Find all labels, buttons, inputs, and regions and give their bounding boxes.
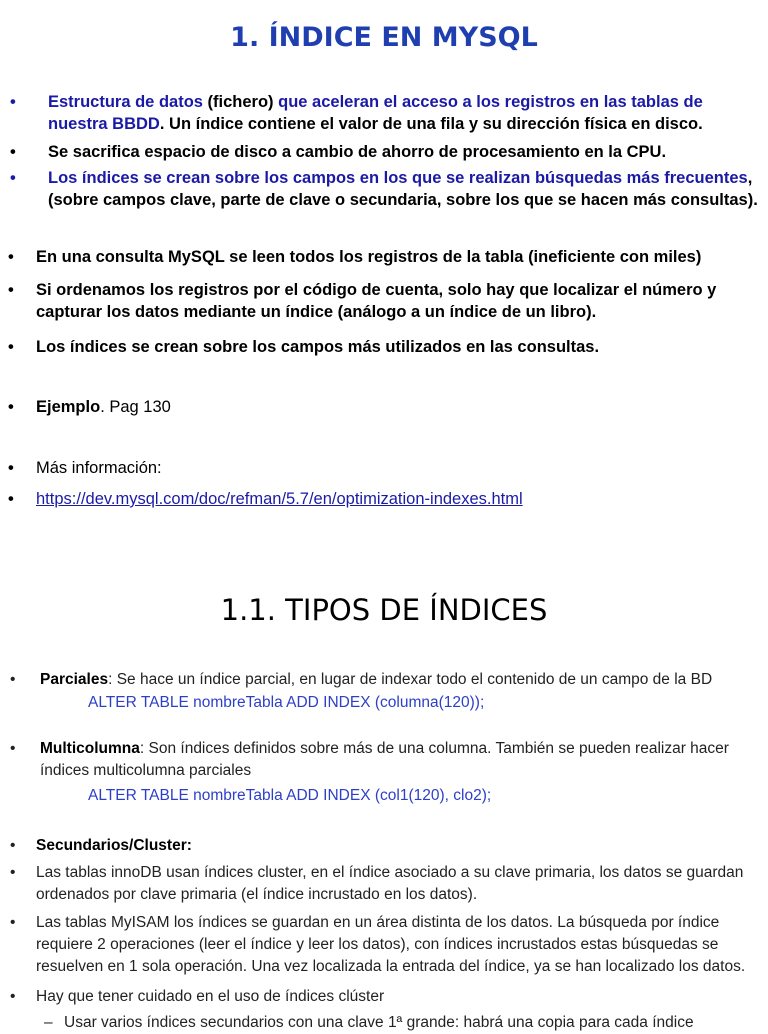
bullet-marker: • xyxy=(10,837,16,854)
bullet-marker: • xyxy=(8,459,14,477)
bullet-marker: • xyxy=(10,143,16,161)
bullet-ordenamos: • Si ordenamos los registros por el código de cuenta, solo hay que localizar el número y capturar los datos mediante un índice (análogo a un índice de un libro). xyxy=(8,281,717,321)
bullet-secundarios: • Secundarios/Cluster: xyxy=(10,835,762,857)
example-label: Ejemplo xyxy=(36,398,101,416)
bullet-parciales: • Parciales: Se hace un índice parcial, en lugar de indexar todo el contenido de un campo de la BD xyxy=(10,669,762,691)
bullet-ejemplo: • Ejemplo. Pag 130 xyxy=(8,398,171,416)
bullet-link xyxy=(8,488,762,510)
code-parciales: ALTER TABLE nombreTabla ADD INDEX (columna(120)); xyxy=(88,694,485,711)
bullet-campos: • Los índices se crean sobre los campos en los que se realizan búsquedas más frecuentes, (sobre campos clave, parte de clave o secundaria, sobre los que se hacen más consultas). xyxy=(10,169,758,209)
bullet-marker: • xyxy=(10,864,16,881)
bullet-sacrifica: • Se sacrifica espacio de disco a cambio de ahorro de procesamiento en la CPU. xyxy=(10,143,667,161)
bullet-marker: • xyxy=(10,93,16,111)
bullet-marker: • xyxy=(10,914,16,931)
bullet-myisam: • Las tablas MyISAM los índices se guardan en un área distinta de los datos. La búsqueda por índice requiere 2 operaciones (leer el índice y leer los datos), con índices incrustados estas búsquedas se resuelven en 1 sola operación. Una vez localizada la entrada del índice, ya se han localizado los datos. xyxy=(10,914,746,975)
bullet-marker: • xyxy=(8,338,14,356)
bullet-marker: • xyxy=(8,281,14,299)
bullet-cuidado: • Hay que tener cuidado en el uso de índices clúster xyxy=(10,986,762,1008)
bullet-marker: • xyxy=(10,169,16,187)
bullet-mas-info: • Más información: xyxy=(8,459,162,477)
dash-marker: – xyxy=(44,1014,53,1031)
term-estructura: Estructura de datos xyxy=(48,93,203,111)
code-multicolumna: ALTER TABLE nombreTabla ADD INDEX (col1(120), clo2); xyxy=(88,787,492,804)
bullet-marker: • xyxy=(10,671,16,688)
bullet-mas-utilizados: • Los índices se crean sobre los campos más utilizados en las consultas. xyxy=(8,338,600,356)
sub-bullet-secundarios: – Usar varios índices secundarios con una clave 1ª grande: habrá una copia para cada índice xyxy=(44,1012,744,1034)
bullet-marker: • xyxy=(8,398,14,416)
bullet-innodb: • Las tablas innoDB usan índices cluster, en el índice asociado a su clave primaria, los datos se guardan ordenados por clave primaria (el índice incrustado en los datos). xyxy=(10,864,744,903)
bullet-marker: • xyxy=(10,740,16,757)
bullet-consulta: • En una consulta MySQL se leen todos los registros de la tabla (ineficiente con miles) xyxy=(8,248,702,266)
bullet-multicolumna: • Multicolumna: Son índices definidos sobre más de una columna. También se pueden realizar hacer índices multicolumna parciales xyxy=(10,740,729,779)
mysql-docs-link[interactable]: https://dev.mysql.com/doc/refman/5.7/en/optimization-indexes.html xyxy=(36,490,523,508)
bullet-marker: • xyxy=(10,988,16,1005)
section-title: 1.1. TIPOS DE ÍNDICES xyxy=(220,593,548,627)
page-title: 1. ÍNDICE EN MYSQL xyxy=(230,22,538,53)
text-aceleran: que aceleran el acceso a los registros en las tablas de nuestra BBDD xyxy=(48,93,703,133)
bullet-marker: • xyxy=(8,490,14,508)
bullet-marker: • xyxy=(8,248,14,266)
bullet-estructura: • Estructura de datos (fichero) que aceleran el acceso a los registros en las tablas de nuestra BBDD. Un índice contiene el valor de una fila y su dirección física en disco. xyxy=(10,93,703,133)
